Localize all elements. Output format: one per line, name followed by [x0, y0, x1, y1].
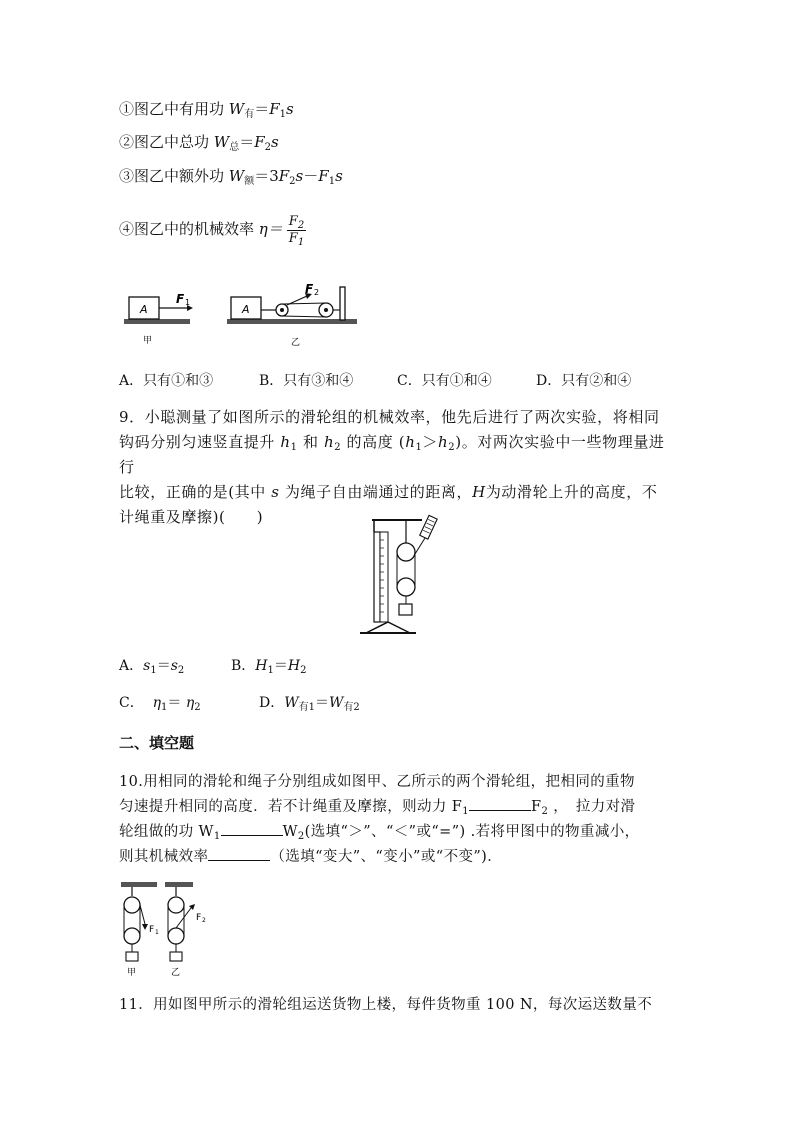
pulley-axle	[280, 308, 284, 312]
stand-leg-left	[366, 622, 388, 633]
q10-line-3: 轮组做的功 $W_1$ $W_2$(选填“＞”、“＜”或“=”) .若将甲图中的物重减小，	[119, 820, 679, 845]
rope-lower	[282, 316, 326, 317]
yi-movable-pulley	[168, 928, 184, 944]
ground-jia	[124, 319, 190, 324]
var-s: s	[295, 167, 304, 185]
block-a-yi-label: A	[242, 303, 250, 316]
var-f: F	[254, 133, 265, 151]
q9-option-c[interactable]: C． $\eta_1= \eta_2$	[119, 695, 201, 713]
question-10	[119, 770, 679, 870]
yi-f2-label: F	[196, 913, 202, 923]
sub-zong: 总	[229, 142, 240, 153]
statement-4	[119, 210, 306, 248]
q8-option-b[interactable]: B．只有③和④	[259, 373, 354, 389]
statement-2	[119, 130, 279, 154]
q9-line-4: 计绳重及摩擦)( )	[119, 508, 264, 526]
yi-fixed-pulley	[168, 897, 184, 913]
var-s: s	[286, 100, 294, 118]
blank-1[interactable]	[469, 796, 531, 811]
force-f1-label: F	[176, 292, 185, 306]
stand-leg-right	[388, 622, 410, 633]
q9-line-1: 9．小聪测量了如图所示的滑轮组的机械效率，他先后进行了两次实验，将相同	[119, 408, 660, 426]
figure-q10	[119, 880, 219, 980]
jia-weight	[126, 952, 138, 961]
yi-f2-sub: 2	[202, 917, 206, 924]
statement-3	[119, 164, 343, 188]
jia-rope-free	[140, 905, 145, 924]
sub-1: 1	[328, 176, 336, 187]
var-w: W	[228, 167, 245, 185]
statement-3-text: ③图乙中额外功	[119, 167, 229, 185]
ground-yi	[227, 319, 357, 324]
statement-1-text: ①图乙中有用功	[119, 100, 229, 118]
force-f2-sub: 2	[314, 288, 320, 297]
spring-scale	[420, 515, 437, 539]
minus: －	[303, 167, 319, 185]
figure-q8	[119, 283, 364, 348]
var-f: F	[269, 100, 280, 118]
question-11: 11．用如图甲所示的滑轮组运送货物上楼，每件货物重 100 N，每次运送数量不	[119, 997, 653, 1013]
q8-option-c[interactable]: C．只有①和④	[397, 373, 492, 389]
jia-arrow	[142, 924, 148, 930]
statement-4-text: ④图乙中的机械效率	[119, 220, 259, 238]
figure-q9	[354, 510, 449, 638]
equals: ＝	[254, 100, 270, 118]
block-a-label: A	[140, 303, 148, 316]
fraction	[287, 214, 306, 247]
ruler	[380, 532, 388, 622]
q9-line-2: 钩码分别匀速竖直提升 $h_1$ 和 $h_2$ 的高度 $(h_1>h_2)$。对两次实验中一些物理量进行	[119, 433, 665, 476]
fixed-pulley	[397, 543, 415, 561]
ceiling-jia	[121, 882, 157, 887]
sub-2: 2	[289, 176, 296, 187]
section-heading: 二、填空题	[119, 734, 195, 752]
sub-1: 1	[279, 109, 287, 120]
jia-movable-pulley	[124, 928, 140, 944]
fraction-numerator: $F_2$	[288, 213, 305, 231]
jia-fixed-pulley	[124, 897, 140, 913]
ceiling-yi	[165, 882, 193, 887]
label-jia: 甲	[143, 336, 153, 346]
blank-2[interactable]	[221, 821, 283, 836]
force-f1-sub: 1	[185, 298, 191, 307]
var-f: F	[318, 167, 329, 185]
q8-option-a[interactable]: A．只有①和③	[119, 373, 214, 389]
q9-line-3: 比较，正确的是(其中 s 为绳子自由端通过的距离，H为动滑轮上升的高度，不	[119, 483, 658, 501]
sub-2: 2	[264, 142, 272, 153]
blank-3[interactable]	[208, 846, 270, 861]
sub-e: 额	[244, 176, 255, 187]
equals-3: ＝3	[254, 167, 279, 185]
weight	[399, 604, 412, 615]
statement-1	[119, 97, 294, 121]
q10-line-1: 10.用相同的滑轮和绳子分别组成如图甲、乙所示的两个滑轮组，把相同的重物	[119, 774, 635, 790]
q8-option-d[interactable]: D．只有②和④	[536, 373, 632, 389]
pulley-fixed-axle	[324, 308, 328, 312]
q9-option-d[interactable]: D．$W_{有1}=W_{有2}$	[259, 695, 360, 713]
label-yi: 乙	[291, 338, 301, 348]
eta-equals: η＝	[258, 220, 283, 238]
force-f2-label: F	[305, 283, 314, 296]
q9-option-a[interactable]: A．$s_1=s_2$	[119, 658, 185, 676]
statement-2-text: ②图乙中总功	[119, 133, 214, 151]
q9-option-b[interactable]: B．$H_1=H_2$	[231, 658, 307, 676]
jia-f1-sub: 1	[155, 929, 159, 936]
var-s: s	[271, 133, 279, 151]
movable-pulley	[397, 578, 415, 596]
q10-line-4: 则其机械效率 （选填“变大”、“变小”或“不变”)．	[119, 845, 679, 870]
fraction-denominator: $F_1$	[288, 230, 305, 248]
var-f: F	[278, 167, 290, 185]
var-s: s	[335, 167, 343, 185]
post	[340, 287, 345, 320]
yi-weight	[170, 952, 182, 961]
equals: ＝	[239, 133, 255, 151]
jia-caption: 甲	[127, 968, 137, 978]
yi-caption: 乙	[171, 968, 181, 978]
jia-f1-label: F	[149, 925, 155, 935]
var-w: W	[228, 100, 245, 118]
var-w: W	[213, 133, 230, 151]
q10-line-2: 匀速提升相同的高度．若不计绳重及摩擦，则动力 $F_1$ $F_2$ ， 拉力对滑	[119, 795, 679, 820]
stand-pole	[374, 532, 380, 622]
sub-you: 有	[244, 109, 255, 120]
